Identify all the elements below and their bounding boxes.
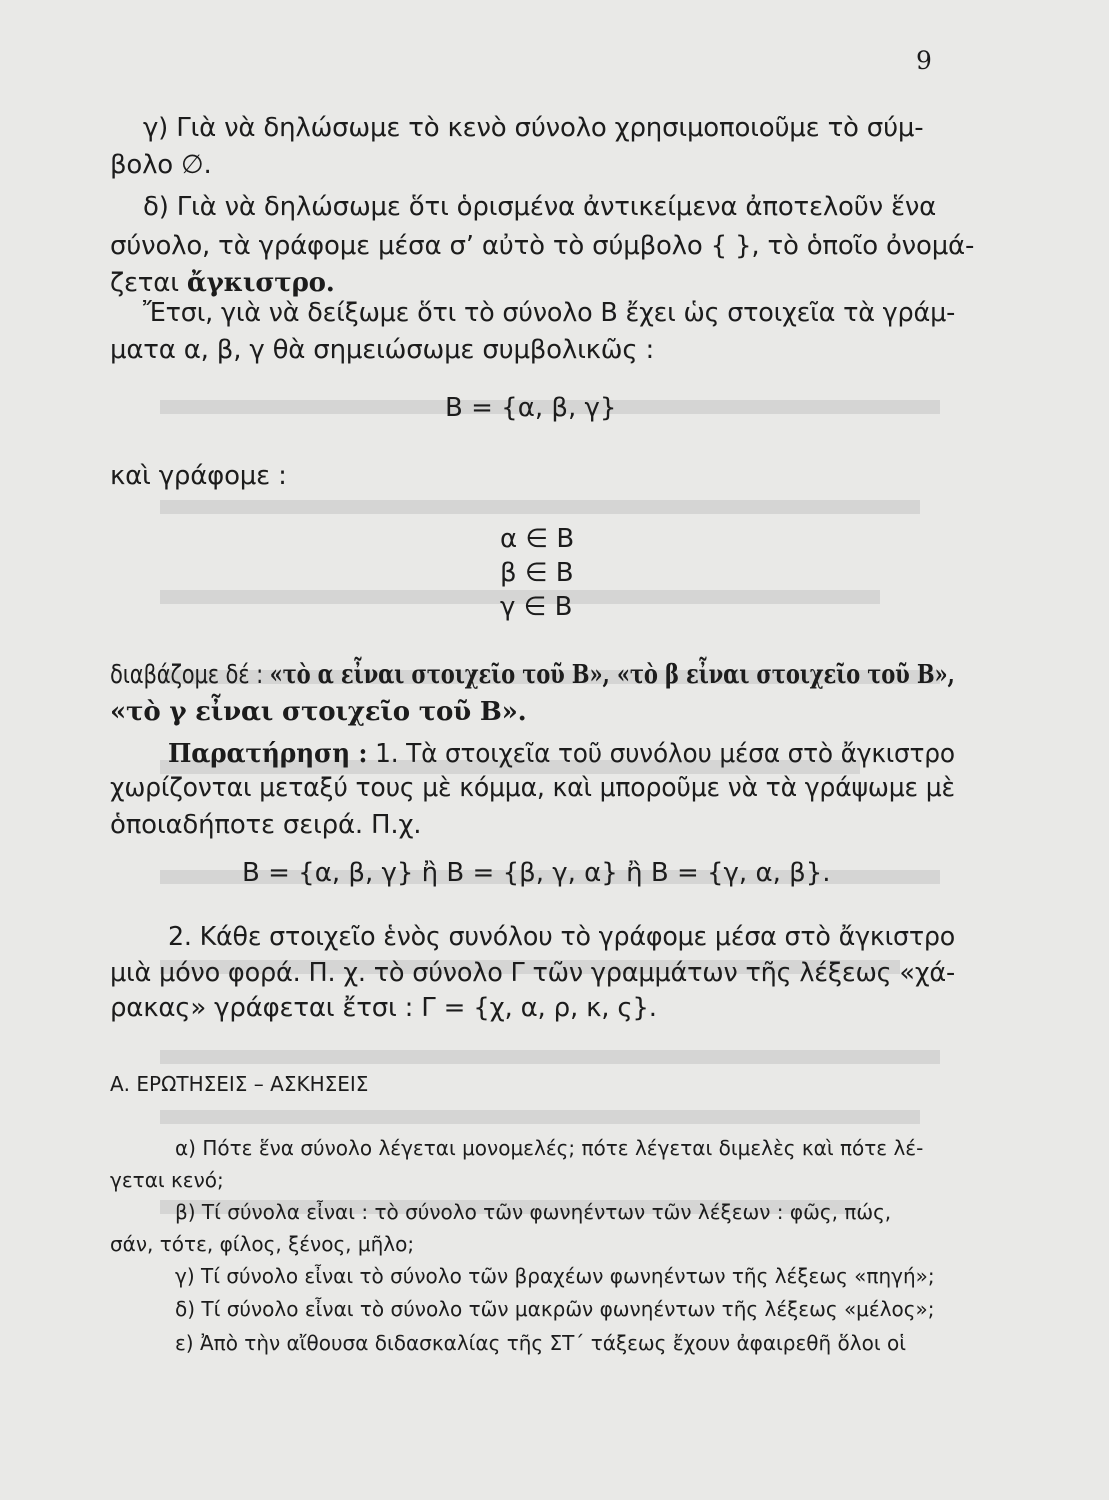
exercise-a-line-2: γεται κενό;: [110, 1168, 224, 1192]
para-delta-line-1: δ) Γιὰ νὰ δηλώσωμε ὅτι ὁρισμένα ἀντικείμενα ἀποτελοῦν ἕνα: [143, 192, 937, 222]
paratirisi-line-1: [168, 739, 955, 769]
para-delta-line-2: σύνολο, τὰ γράφομε μέσα σ’ αὐτὸ τὸ σύμβολο { }, τὸ ὁποῖο ὀνομά-: [110, 231, 975, 261]
membership-gamma: γ ∈ Β: [500, 592, 573, 622]
equivalent-sets: Β = {α, β, γ} ἢ Β = {β, γ, α} ἢ Β = {γ, α, β}.: [242, 858, 831, 888]
point2-line-3: ρακας» γράφεται ἔτσι : Γ = {χ, α, ρ, κ, ς}.: [110, 993, 657, 1023]
membership-beta: β ∈ Β: [500, 558, 574, 588]
paratirisi-line-2: χωρίζονται μεταξύ τους μὲ κόμμα, καὶ μποροῦμε νὰ τὰ γράψωμε μὲ: [110, 773, 955, 803]
kai-grafome: καὶ γράφομε :: [110, 461, 287, 491]
exercise-a-line-1: α) Πότε ἕνα σύνολο λέγεται μονομελές; πότε λέγεται διμελὲς καὶ πότε λέ-: [175, 1136, 924, 1160]
para-etsi-line-2: ματα α, β, γ θὰ σημειώσωμε συμβολικῶς :: [110, 335, 655, 365]
exercise-b-line-2: σάν, τότε, φίλος, ξένος, μῆλο;: [110, 1232, 415, 1256]
point2-line-2: μιὰ μόνο φορά. Π. χ. τὸ σύνολο Γ τῶν γραμμάτων τῆς λέξεως «χά-: [110, 958, 956, 988]
membership-alpha: α ∈ Β: [500, 524, 575, 554]
exercise-c-line-1: γ) Τί σύνολο εἶναι τὸ σύνολο τῶν βραχέων φωνηέντων τῆς λέξεως «πηγή»;: [175, 1264, 935, 1288]
agkistro-term: ἄγκιστρο.: [186, 268, 335, 298]
point2-line-1: 2. Κάθε στοιχεῖο ἑνὸς συνόλου τὸ γράφομε μέσα στὸ ἄγκιστρο: [168, 922, 956, 952]
exercise-d-line-1: δ) Τί σύνολο εἶναι τὸ σύνολο τῶν μακρῶν φωνηέντων τῆς λέξεως «μέλος»;: [175, 1297, 935, 1321]
para-gamma-line-2: βολο ∅.: [110, 150, 212, 180]
diavazome-bold-2: «τὸ γ εἶναι στοιχεῖο τοῦ Β».: [110, 697, 527, 727]
paratirisi-text-1: 1. Τὰ στοιχεῖα τοῦ συνόλου μέσα στὸ ἄγκιστρο: [375, 739, 955, 769]
para-gamma-line-1: γ) Γιὰ νὰ δηλώσωμε τὸ κενὸ σύνολο χρησιμοποιοῦμε τὸ σύμ-: [143, 113, 924, 143]
diavazome-bold-1: «τὸ α εἶναι στοιχεῖο τοῦ Β», «τὸ β εἶναι στοιχεῖο τοῦ Β»,: [269, 660, 955, 690]
exercise-b-line-1: β) Τί σύνολα εἶναι : τὸ σύνολο τῶν φωνηέντων τῶν λέξεων : φῶς, πώς,: [175, 1200, 892, 1224]
page-number: 9: [916, 46, 932, 75]
diavazome-prefix: διαβάζομε δέ :: [110, 660, 264, 690]
diavazome-line-1: [110, 660, 955, 690]
paratirisi-line-3: ὁποιαδήποτε σειρά. Π.χ.: [110, 810, 422, 840]
para-etsi-line-1: Ἔτσι, γιὰ νὰ δείξωμε ὅτι τὸ σύνολο Β ἔχει ὡς στοιχεῖα τὰ γράμ-: [143, 298, 956, 328]
exercises-heading: Α. ΕΡΩΤΗΣΕΙΣ – ΑΣΚΗΣΕΙΣ: [110, 1072, 369, 1096]
para-delta-text: ζεται: [110, 268, 179, 298]
exercise-e-line-1: ε) Ἀπὸ τὴν αἴθουσα διδασκαλίας τῆς ΣΤ΄ τάξεως ἔχουν ἀφαιρεθῆ ὅλοι οἱ: [175, 1331, 906, 1355]
para-delta-line-3: [110, 268, 335, 298]
set-b-definition: Β = {α, β, γ}: [445, 393, 617, 423]
paratirisi-label: Παρατήρηση :: [168, 739, 368, 769]
